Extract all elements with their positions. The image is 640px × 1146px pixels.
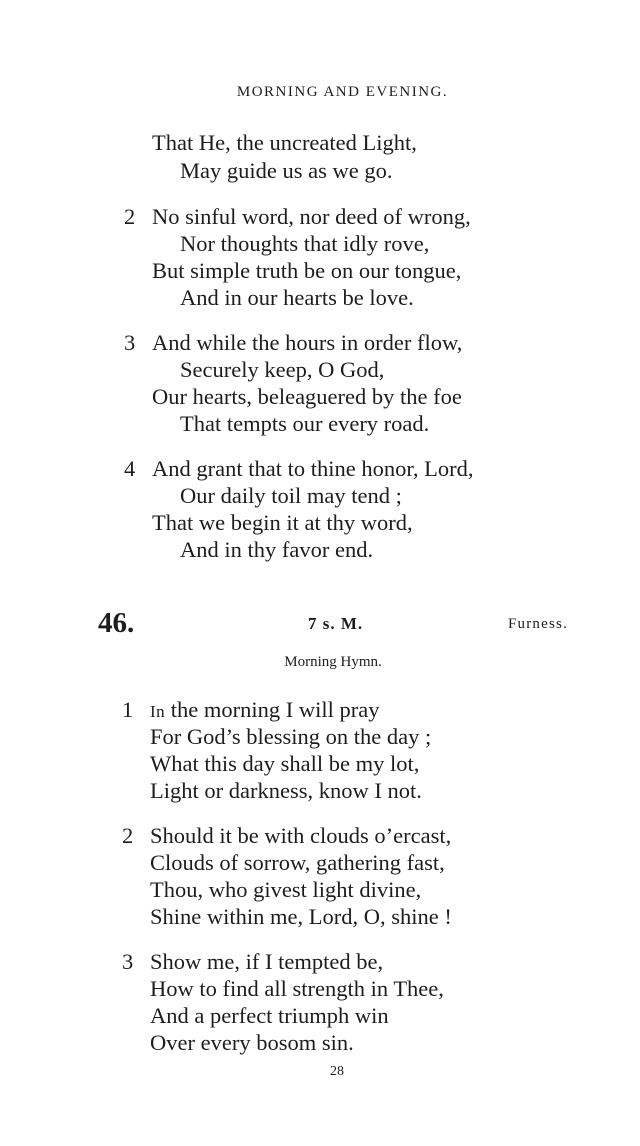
hymn-number: 46.: [98, 607, 135, 639]
stanza-number: 1: [122, 697, 134, 722]
verse-line: Clouds of sorrow, gathering fast,: [150, 850, 445, 875]
stanza-number: 2: [122, 823, 134, 848]
stanza-number: 2: [124, 204, 136, 229]
verse-line: Show me, if I tempted be,: [150, 949, 384, 974]
verse-line-rest: the morning I will pray: [165, 697, 380, 722]
verse-line: That we begin it at thy word,: [152, 510, 413, 535]
verse-line: And in thy favor end.: [180, 537, 374, 562]
verse-line: Thou, who givest light divine,: [150, 877, 422, 902]
verse-line: No sinful word, nor deed of wrong,: [152, 204, 471, 229]
verse-line: And grant that to thine honor, Lord,: [152, 456, 474, 481]
verse-line: What this day shall be my lot,: [150, 751, 420, 776]
verse-line: Nor thoughts that idly rove,: [180, 231, 430, 256]
verse-line: Over every bosom sin.: [150, 1030, 354, 1055]
page-number: 28: [330, 1064, 344, 1079]
verse-line: And a perfect triumph win: [150, 1003, 389, 1028]
verse-line: Securely keep, O God,: [180, 357, 385, 382]
hymn-meter: 7 s. M.: [308, 614, 364, 633]
verse-line: And in our hearts be love.: [180, 285, 414, 310]
hymn-title: Morning Hymn.: [284, 654, 382, 670]
verse-line: May guide us as we go.: [180, 158, 393, 183]
verse-line: Shine within me, Lord, O, shine !: [150, 904, 452, 929]
verse-line: For God’s blessing on the day ;: [150, 724, 432, 749]
verse-line: That tempts our every road.: [180, 411, 430, 436]
verse-line: Our daily toil may tend ;: [180, 483, 402, 508]
verse-line: [150, 699, 380, 722]
verse-line: Light or darkness, know I not.: [150, 778, 422, 803]
verse-line: And while the hours in order flow,: [152, 330, 463, 355]
stanza-number: 3: [124, 330, 136, 355]
first-word-smallcaps: In: [150, 702, 166, 721]
verse-line: Should it be with clouds o’ercast,: [150, 823, 452, 848]
verse-line: Our hearts, beleaguered by the foe: [152, 384, 462, 409]
verse-line: But simple truth be on our tongue,: [152, 258, 462, 283]
stanza-number: 3: [122, 949, 134, 974]
stanza-number: 4: [124, 456, 136, 481]
tune-name: Furness.: [508, 616, 569, 632]
running-head: MORNING AND EVENING.: [236, 84, 449, 100]
verse-line: That He, the uncreated Light,: [152, 130, 417, 155]
verse-line: How to find all strength in Thee,: [150, 976, 444, 1001]
